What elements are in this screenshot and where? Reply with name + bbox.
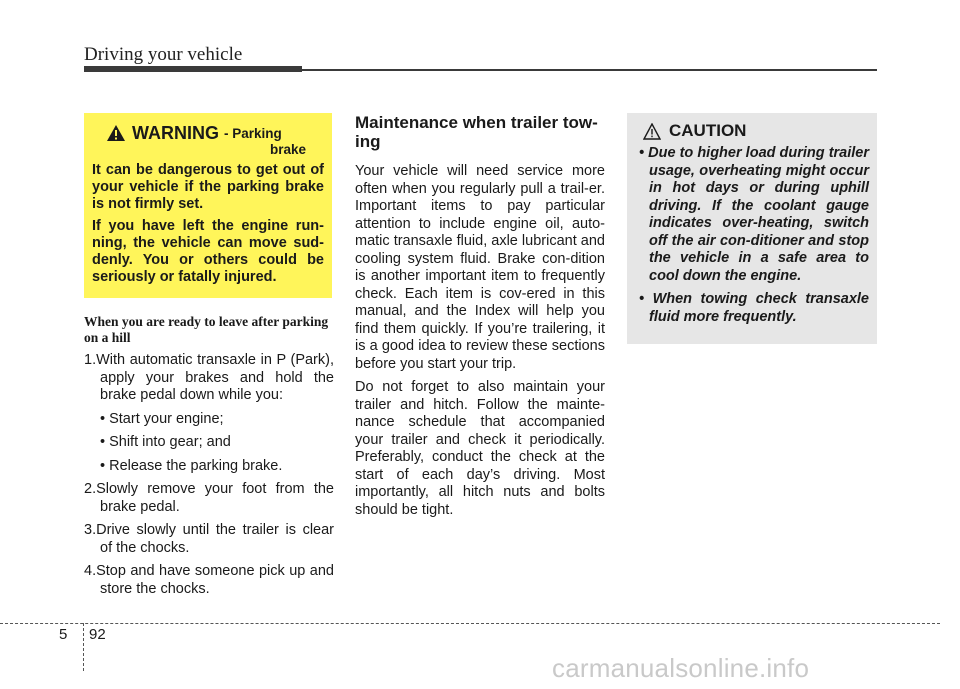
- warning-box: [84, 113, 332, 298]
- warning-topic-line2: brake: [270, 142, 307, 157]
- step-item: 4.Stop and have someone pick up and store the chocks.: [84, 563, 334, 597]
- bullet-item: • Shift into gear; and: [100, 434, 231, 450]
- sub-heading: When you are ready to leave after parking on a hill: [84, 314, 329, 345]
- caution-box: [627, 113, 877, 344]
- warning-heading: [92, 123, 324, 158]
- bullet-item: • Release the parking brake.: [100, 457, 283, 474]
- header-rule-thin: [302, 69, 877, 71]
- footer-vertical-dashed-rule: [83, 623, 84, 671]
- section-heading: Maintenance when trailer tow-ing: [355, 113, 598, 151]
- warning-topic-line1: - Parking: [224, 126, 282, 141]
- caution-item: • Due to higher load during trailer usage, overheating might occur in hot days or during uphill driving. If the coolant gauge indicates over-heating, switch off the air con-ditioner and stop the vehicle in a safe area to cool down the engine.: [639, 145, 869, 284]
- left-column: [84, 314, 334, 604]
- footer-dashed-rule: [0, 623, 940, 624]
- body-paragraph: Your vehicle will need service more often when you regularly pull a trail-er. Important items to pay particular attention to include engine oil, auto-matic transaxle fluid, axle lubricant and cooling system fluid. Brake con-dition is another important item to frequently check. Each item is cov-ered in this manual, and the Index will help you find them quickly. If you’re trailering, it is a good idea to review these sections before you start your trip.: [355, 163, 605, 372]
- warning-word: WARNING: [132, 123, 219, 143]
- middle-column: [355, 113, 605, 525]
- step-item: 2.Slowly remove your foot from the brake pedal.: [84, 481, 334, 515]
- warning-paragraph: It can be dangerous to get out of your vehicle if the parking brake is not firmly set.: [92, 162, 324, 212]
- body-paragraph: Do not forget to also maintain your trailer and hitch. Follow the mainte-nance schedule that accompanied your trailer and check it periodically. Preferably, conduct the check at the start of each day’s driving. Most importantly, all hitch nuts and bolts should be tight.: [355, 379, 605, 518]
- step-item: 3.Drive slowly until the trailer is clear of the chocks.: [84, 522, 334, 556]
- bullet-item: • Start your engine;: [100, 410, 224, 427]
- caution-triangle-icon: [643, 123, 661, 140]
- caution-item: • When towing check transaxle fluid more frequently.: [639, 291, 869, 325]
- warning-paragraph: If you have left the engine run-ning, the vehicle can move sud-denly. You or others could be seriously or fatally injured.: [92, 218, 324, 285]
- header-rule-thick: [84, 66, 302, 72]
- page-header-title: Driving your vehicle: [84, 44, 243, 65]
- warning-triangle-icon: [106, 124, 126, 142]
- step-item: 1.With automatic transaxle in P (Park), apply your brakes and hold the brake pedal down while you:: [84, 352, 334, 403]
- caution-heading: [643, 121, 869, 141]
- footer-page-number: 92: [89, 626, 106, 643]
- caution-word: CAUTION: [669, 121, 747, 140]
- footer-chapter-number: 5: [59, 626, 68, 643]
- warning-topic: [224, 126, 306, 158]
- watermark: carmanualsonline.info: [552, 653, 810, 683]
